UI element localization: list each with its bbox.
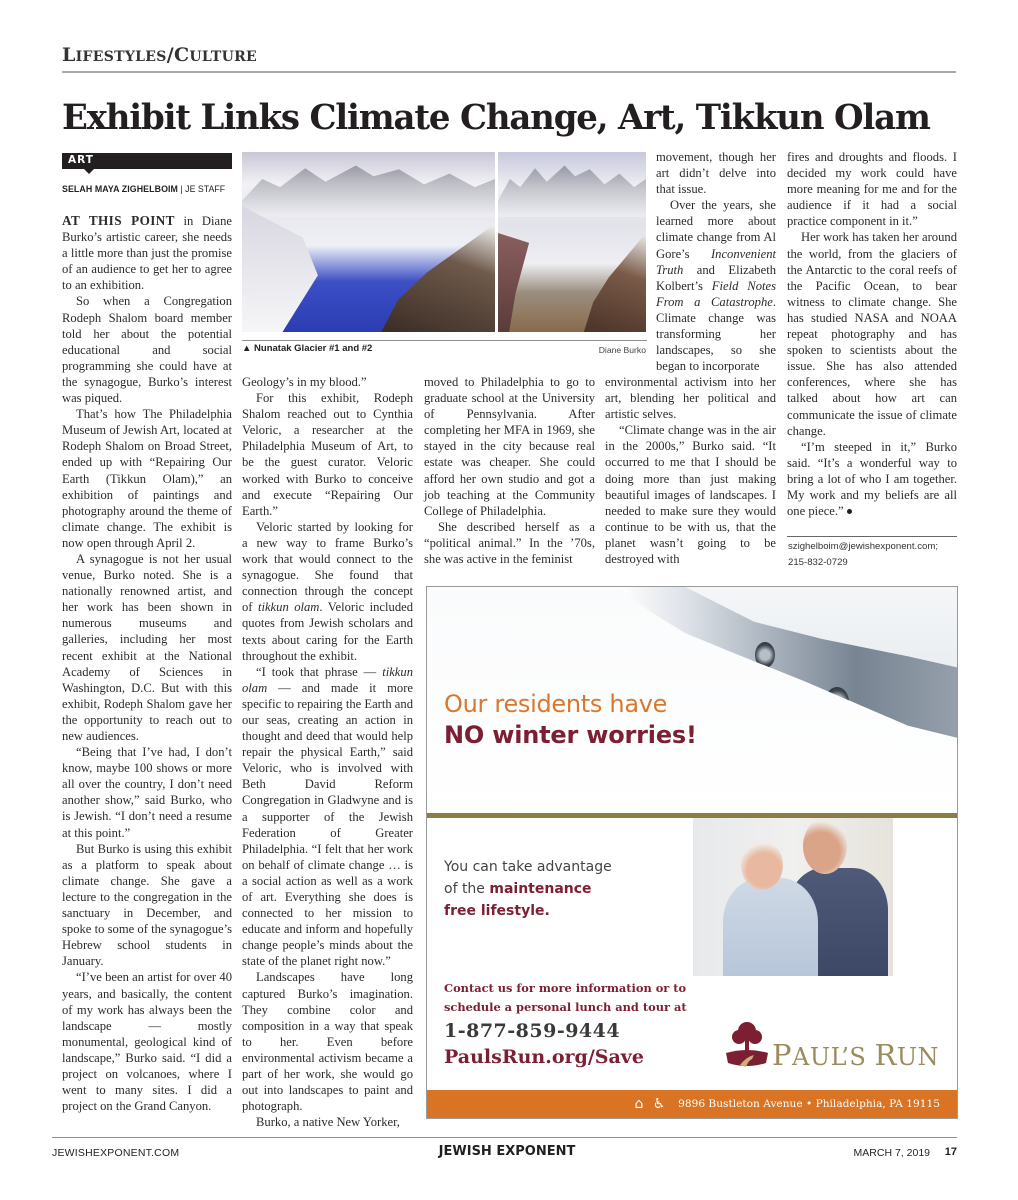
paragraph: Her work has taken her around the world, from the glaciers of the Antarctic to the coral reefs of the Pacific Ocean, to bear witness to climate change. She has studied NASA and NOAA repeat photography and has spoken to scientists about the issue. She has also attended conferences, where she has talked about how art can communicate the issue of climate change. [787,230,957,438]
paragraph: So when a Congregation Rodeph Shalom board member told her about the potential educational and social programming she could have at the synagogue, Burko’s interest was piqued. [62,294,232,406]
article-headline: Exhibit Links Climate Change, Art, Tikkun Olam [62,97,930,138]
paragraph: Veloric started by looking for a new way to frame Burko’s work that would connect to the synagogue. She found that connection through the concept of tikkun olam. Veloric included quotes from Jewish scholars and texts about caring for the Earth throughout the exhibit. [242,519,414,663]
caption-divider [242,340,647,341]
ad-footer-bar [427,1090,957,1119]
ad-phone-number[interactable]: 1-877-859-9444 [444,1020,621,1042]
paragraph: That’s how The Philadelphia Museum of Jewish Art, located at Rodeph Shalom on Broad Street, ended up with “Repairing Our Earth (Tikkun Olam),” an exhibition of paintings and photography around the theme of climate change. The exhibit is now open through April 2. [62,407,232,550]
rock-face [381,224,495,332]
paragraph: She described herself as a “political animal.” In the ’70s, she was active in the feminist [424,519,595,567]
paragraph: For this exhibit, Rodeph Shalom reached out to Cynthia Veloric, a researcher at the Philadelphia Museum of Art, to be the guest curator. Veloric worked with Burko to conceive and execute “Repairing Our Earth.” [242,391,413,518]
photo-credit: Diane Burko [598,345,646,355]
paragraph: A synagogue is not her usual venue, Burko noted. She is a nationally renowned artist, and her work has been shown in numerous museums and galleries, including her most recent exhibit at the National Academy of Sciences in Washington, D.C. But with this exhibit, Rodeph Shalom gave her the opportunity to reach out to new audiences. [62,551,232,743]
section-divider [62,71,956,73]
mountain-peaks [242,163,495,217]
ad-headline-line-2: NO winter worries! [444,721,697,749]
ad-headline-line-1: Our residents have [444,690,668,718]
article-column-4-top [656,149,776,374]
woman-head [741,840,783,890]
paragraph: But Burko is using this exhibit as a platform to speak about climate change. She gave a lecture to the congregation in the sanctuary in December, and spoke to some of the synagogue’s Hebrew school students in January. [62,841,232,969]
tree-logo-icon [722,1019,772,1069]
footer-divider [52,1137,957,1138]
paragraph: “I’ve been an artist for over 40 years, and basically, the content of my work has always been the landscape — mostly monumental, geological kind of landscape,” Burko said. “I did a project on volcanoes, where I went to many sites. I did a project on the Grand Canyon. [62,970,232,1114]
ad-subheading: You can take advantage of the maintenance free lifestyle. [444,859,612,919]
paragraph: “I’m steeped in it,” Burko said. “It’s a wonderful way to bring a lot of who I am together. My work and my beliefs are all one piece.” [787,439,957,519]
paragraph: moved to Philadelphia to go to graduate school at the University of Pennsylvania. After completing her MFA in 1969, she stayed in the city because real estate was cheaper. She could afford her own studio and got a job teaching at the Community College of Philadelphia. [424,375,595,518]
byline: SELAH MAYA ZIGHELBOIM | JE STAFF [62,184,226,194]
category-tag: ART [62,153,232,169]
article-column-4-bottom [605,374,776,567]
author-phone: 215-832-0729 [788,557,848,568]
glacier-painting-1 [242,152,495,332]
equal-housing-icon: ⌂ [634,1096,644,1112]
photo-caption: ▲ Nunatak Glacier #1 and #2 [242,343,373,354]
paragraph: movement, though her art didn’t delve into that issue. [656,150,776,197]
glacier-painting-2 [498,152,646,332]
author-contact [788,539,938,571]
woman-figure [723,878,818,976]
footer-publication-name: JEWISH EXPONENT [438,1144,576,1159]
paragraph: fires and droughts and floods. I decided my work could have more meaning for me and for the audience if it had a social practice component in it.” [787,150,957,229]
paragraph: “I took that phrase — tikkun olam — and made it more specific to repairing the Earth and our seas, creating an action in thought and deed that would help repair the physical Earth,” said Veloric, who is involved with Beth David Reform Congregation in Gladwyne and is a supporter of the Jewish Federation of Greater Philadelphia. “I felt that her work on behalf of climate change … is a social action as well as a work of art. Everything she does is connected to her mission to educate and inform and hopefully change people’s minds about the state of the planet right now.” [242,664,413,969]
tag-notch [84,169,94,174]
author-email-link[interactable]: szighelboim@jewishexponent.com; [788,541,938,552]
triangle-up-icon: ▲ [242,343,252,354]
paragraph: Geology’s in my blood.” [242,375,367,389]
section-label: LIFESTYLES/CULTURE [62,44,258,66]
snow-slope [242,206,343,332]
page-number: 17 [944,1146,957,1158]
dancing-couple-photo [693,818,893,976]
rock-face-left [498,233,542,332]
end-of-article-dot-icon [847,509,852,514]
mountain-peaks [498,163,646,217]
wheelchair-accessible-icon: ♿ [652,1096,666,1112]
pauls-run-brand: PAUL’S RUN [772,1038,940,1072]
ad-contact-text: Contact us for more information or to schedule a personal lunch and tour at [444,981,687,1014]
ad-website-link[interactable]: PaulsRun.org/Save [444,1046,644,1068]
article-column-5 [787,149,957,519]
article-column-1 [62,213,232,1114]
man-head [803,818,847,874]
footer-website[interactable]: JEWISHEXPONENT.COM [52,1147,180,1159]
paragraph: “Being that I’ve had, I don’t know, maybe 100 shows or more all over the country, I don’t need another show,” said Burko, who is Jewish. “I don’t need a resume at this point.” [62,745,232,840]
contact-divider [787,536,957,537]
paragraph: environmental activism into her art, blending her political and artistic selves. [605,375,776,422]
paragraph: Burko, a native New Yorker, [256,1115,400,1130]
paragraph: AT THIS POINT in Diane Burko’s artistic career, she needs a little more than just the promise of an audience to get her to agree to an exhibition. [62,213,232,293]
paragraph: Over the years, she learned more about climate change from Al Gore’s Inconvenient Truth and Elizabeth Kolbert’s Field Notes From a Catastrophe. Climate change was transforming her landscapes, so she began to incorporate [656,198,776,374]
footer-date: MARCH 7, 2019 [853,1147,930,1159]
rock-face-right [584,233,646,332]
paragraph: “Climate change was in the air in the 2000s,” Burko said. “It occurred to me that I should be doing more than just making beautiful images of landscapes. I needed to make sure they would continue to be with us, that the planet wasn’t going to be destroyed with [605,423,776,567]
article-column-2 [242,374,413,1130]
article-column-3 [424,374,595,567]
paragraph: Landscapes have long captured Burko’s imagination. They combine color and composition in a way that speak to her. Even before environmental activism became a part of her work, she would go out into landscapes to paint and photograph. [242,970,413,1114]
ad-address: 9896 Bustleton Avenue • Philadelphia, PA 19115 [678,1098,940,1110]
pauls-run-advertisement[interactable] [426,586,958,1119]
